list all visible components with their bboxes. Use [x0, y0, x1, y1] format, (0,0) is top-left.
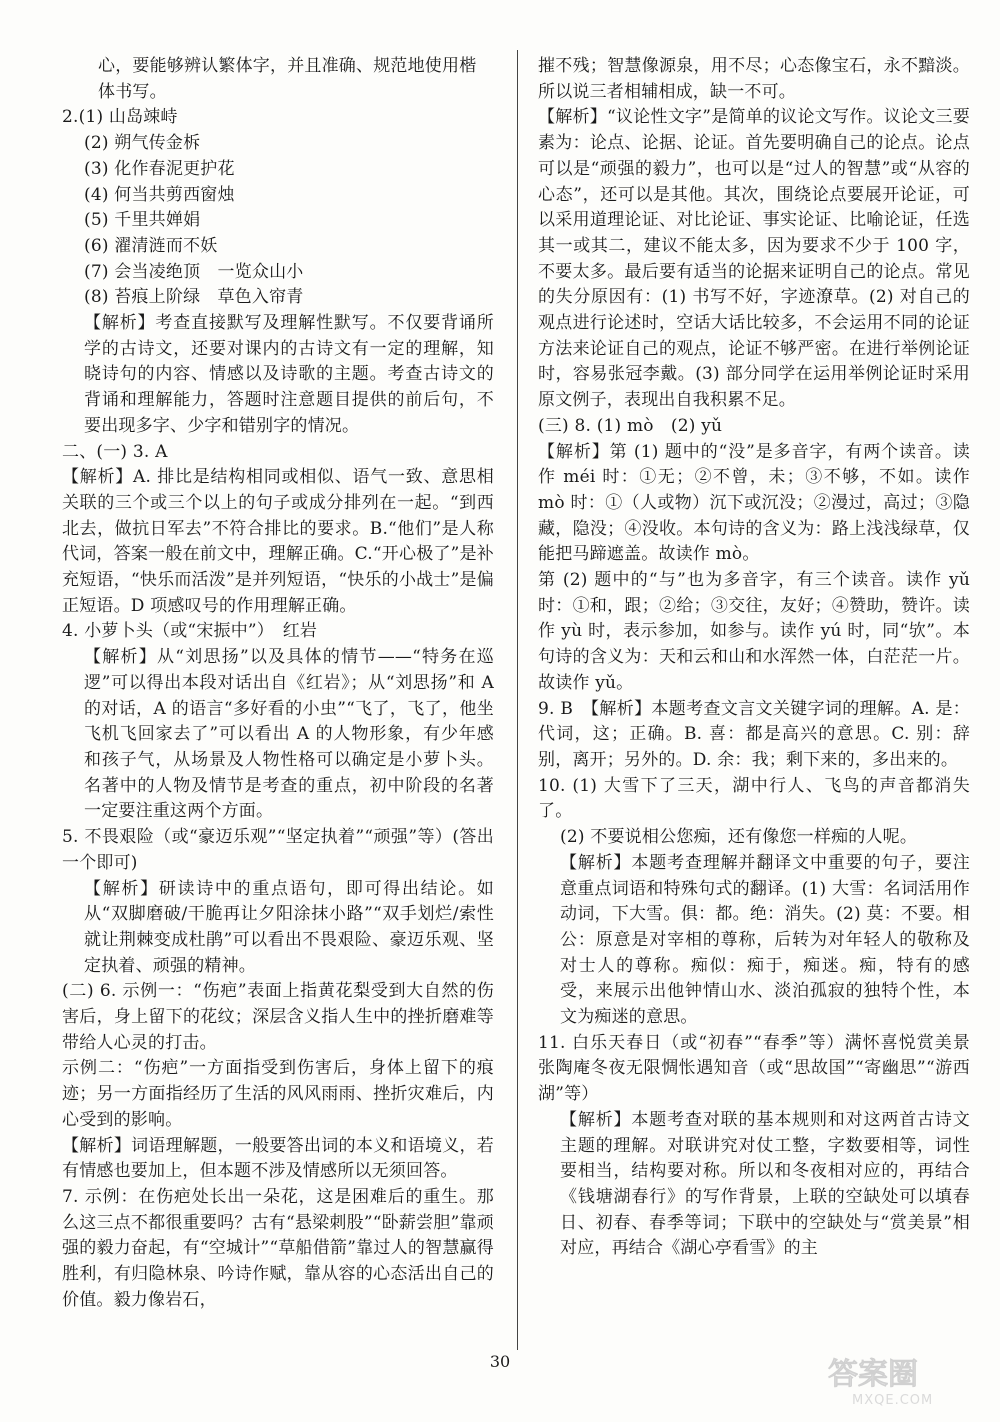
paragraph: 摧不残；智慧像源泉，用不尽；心态像宝石，永不黯淡。所以说三者相辅相成，缺一不可。: [538, 56, 970, 102]
paragraph: 9. B 【解析】本题考查文言文关键字词的理解。A. 是：代词，这；正确。B. 喜：都是高兴的意思。C. 别：辞别，离开；另外的。D. 余：我；剩下来的，多出来的。: [538, 698, 970, 770]
paragraph: 10. (1) 大雪下了三天，湖中行人、飞鸟的声音都消失了。: [538, 775, 970, 822]
paragraph: (8) 苔痕上阶绿 草色入帘青: [84, 287, 304, 308]
watermark-logo: [822, 1352, 982, 1410]
page-number: 30: [489, 1352, 511, 1371]
paragraph: (5) 千里共婵娟: [84, 210, 201, 231]
paragraph: 【解析】本题考查理解并翻译文中重要的句子，要注意重点词语和特殊句式的翻译。(1) 大雪：名词活用作动词，下大雪。俱：都。绝：消失。(2) 莫：不要。相公：原意是对宰相的尊称，后转为对年轻人的敬称及对士人的尊称。痴似：痴于，痴迷。痴，特有的感受，来展示出他钟情山水、淡泊孤寂的独特个性，本文为痴迷的意思。: [560, 852, 970, 1028]
left-column: [62, 54, 494, 1313]
paragraph: 【解析】从“刘思扬”以及具体的情节——“特务在巡逻”可以得出本段对话出自《红岩》；从“刘思扬”和 A 的对话，A 的语言“多好看的小虫”“飞了，飞了，他坐飞机飞回家去了”可以看出 A 的人物形象，有少年感和孩子气，从场景及人物性格可以确定是小萝卜头。名著中的人物及情节是考查的重点，初中阶段的名著一定要注重这两个方面。: [84, 647, 494, 822]
paragraph: 【解析】考查直接默写及理解性默写。不仅要背诵所学的古诗文，还要对课内的古诗文有一定的理解，知晓诗句的内容、情感以及诗歌的主题。考查古诗文的背诵和理解能力，答题时注意题目提供的前后句，不要出现多字、少字和错别字的情况。: [84, 313, 494, 436]
right-column: [538, 54, 988, 1262]
paragraph: (二) 6. 示例一：“伤疤”表面上指黄花梨受到大自然的伤害后，身上留下的花纹；深层含义指人生中的挫折磨难等带给人心灵的打击。: [62, 981, 494, 1053]
paragraph: 心，要能够辨认繁体字，并且准确、规范地使用楷: [98, 56, 477, 76]
paragraph: 【解析】A. 排比是结构相同或相似、语气一致、意思相关联的三个或三个以上的句子或成分排列在一起。“到西北去，做抗日军去”不符合排比的要求。B.“他们”是人称代词，答案一般在前文中，理解正确。C.“开心极了”是补充短语，“快乐而活泼”是并列短语，“快乐的小战士”是偏正短语。D 项感叹号的作用理解正确。: [62, 467, 494, 616]
paragraph: 4. 小萝卜头（或“宋振中”） 红岩: [62, 621, 318, 642]
paragraph: 【解析】第 (1) 题中的“没”是多音字，有两个读音。读作 méi 时：①无；②不曾，未；③不够，不如。读作 mò 时：①（人或物）沉下或沉没；②漫过，高过；③隐藏，隐没；④没收。本句诗的含义为：路上浅浅绿草，仅能把马蹄遮盖。故读作 mò。: [538, 441, 970, 565]
paragraph: (7) 会当凌绝顶 一览众山小: [84, 261, 304, 282]
paragraph: 【解析】词语理解题，一般要答出词的本义和语境义，若有情感也要加上，但本题不涉及情感所以无须回答。: [62, 1135, 494, 1182]
paragraph: (4) 何当共剪西窗烛: [84, 184, 235, 205]
paragraph: 【解析】本题考查对联的基本规则和对这两首古诗文主题的理解。对联讲究对仗工整，字数要相等，词性要相当，结构要对称。所以和冬夜相对应的，再结合《钱塘湖春行》的写作背景，上联的空缺处可以填春日、初春、春季等词；下联中的空缺处与“赏美景”相对应，再结合《湖心亭看雪》的主: [560, 1109, 970, 1259]
paragraph: (2) 不要说相公您痴，还有像您一样痴的人呢。: [560, 827, 918, 848]
watermark-sub: MXQE.COM: [852, 1393, 934, 1408]
column-divider: [517, 50, 518, 1350]
paragraph: 第 (2) 题中的“与”也为多音字，有三个读音。读作 yǔ 时：①和，跟；②给；③交往，友好；④赞助，赞许。读作 yù 时，表示参加，如参与。读作 yú 时，同“欤”。本句诗的含义为：天和云和山和水浑然一体，白茫茫一片。故读作 yǔ。: [538, 570, 970, 693]
paragraph: 示例二：“伤疤”一方面指受到伤害后，身体上留下的痕迹；另一方面指经历了生活的风风雨雨、挫折灾难后，内心受到的影响。: [62, 1058, 494, 1130]
paragraph: (6) 濯清涟而不妖: [84, 235, 218, 256]
paragraph: 5. 不畏艰险（或“豪迈乐观”“坚定执着”“顽强”等）(答出一个即可): [62, 827, 494, 873]
paragraph: 【解析】“议论性文字”是简单的议论文写作。议论文三要素为：论点、论据、论证。首先要明确自己的论点。论点可以是“顽强的毅力”，也可以是“过人的智慧”或“从容的心态”，还可以是其他。其次，围绕论点要展开论证，可以采用道理论证、对比论证、事实论证、比喻论证，任选其一或其二，建议不能太多，因为要求不少于 100 字，不要太多。最后要有适当的论据来证明自己的论点。常见的失分原因有：(1) 书写不好，字迹潦草。(2) 对自己的观点进行论述时，空话大话比较多，不会运用不同的论证方法来论证自己的观点，论证不够严密。在进行举例论证时，容易张冠李戴。(3) 部分同学在运用举例论证时采用原文例子，表现出自我积累不足。: [538, 107, 970, 411]
paragraph: 7. 示例：在伤疤处长出一朵花，这是困难后的重生。那么这三点不都很重要吗？古有“悬梁刺股”“卧薪尝胆”靠顽强的毅力奋起，有“空城计”“草船借箭”靠过人的智慧赢得胜利，有归隐林泉、吟诗作赋，靠从容的心态活出自己的价值。毅力像岩石，: [62, 1186, 494, 1310]
paragraph: 【解析】研读诗中的重点语句，即可得出结论。如从“双脚磨破/干脆再让夕阳涂抹小路”“双手划烂/索性就让荆棘变成杜鹃”可以看出不畏艰险、豪迈乐观、坚定执着、顽强的精神。: [84, 878, 494, 976]
paragraph: 2.(1) 山岛竦峙: [62, 107, 178, 128]
watermark-text: 答案圈: [828, 1357, 918, 1392]
paragraph: 11. 白乐天春日（或“初春”“春季”等）满怀喜悦赏美景 张陶庵冬夜无限惆怅遇知音（或“思故国”“寄幽思”“游西湖”等）: [538, 1032, 988, 1105]
paragraph: 体书写。: [98, 81, 167, 102]
paragraph: (三) 8. (1) mò (2) yǔ: [538, 415, 723, 436]
paragraph: (3) 化作春泥更护花: [84, 158, 235, 179]
paragraph: (2) 朔气传金柝: [84, 133, 201, 154]
paragraph: 二、(一) 3. A: [62, 441, 168, 462]
